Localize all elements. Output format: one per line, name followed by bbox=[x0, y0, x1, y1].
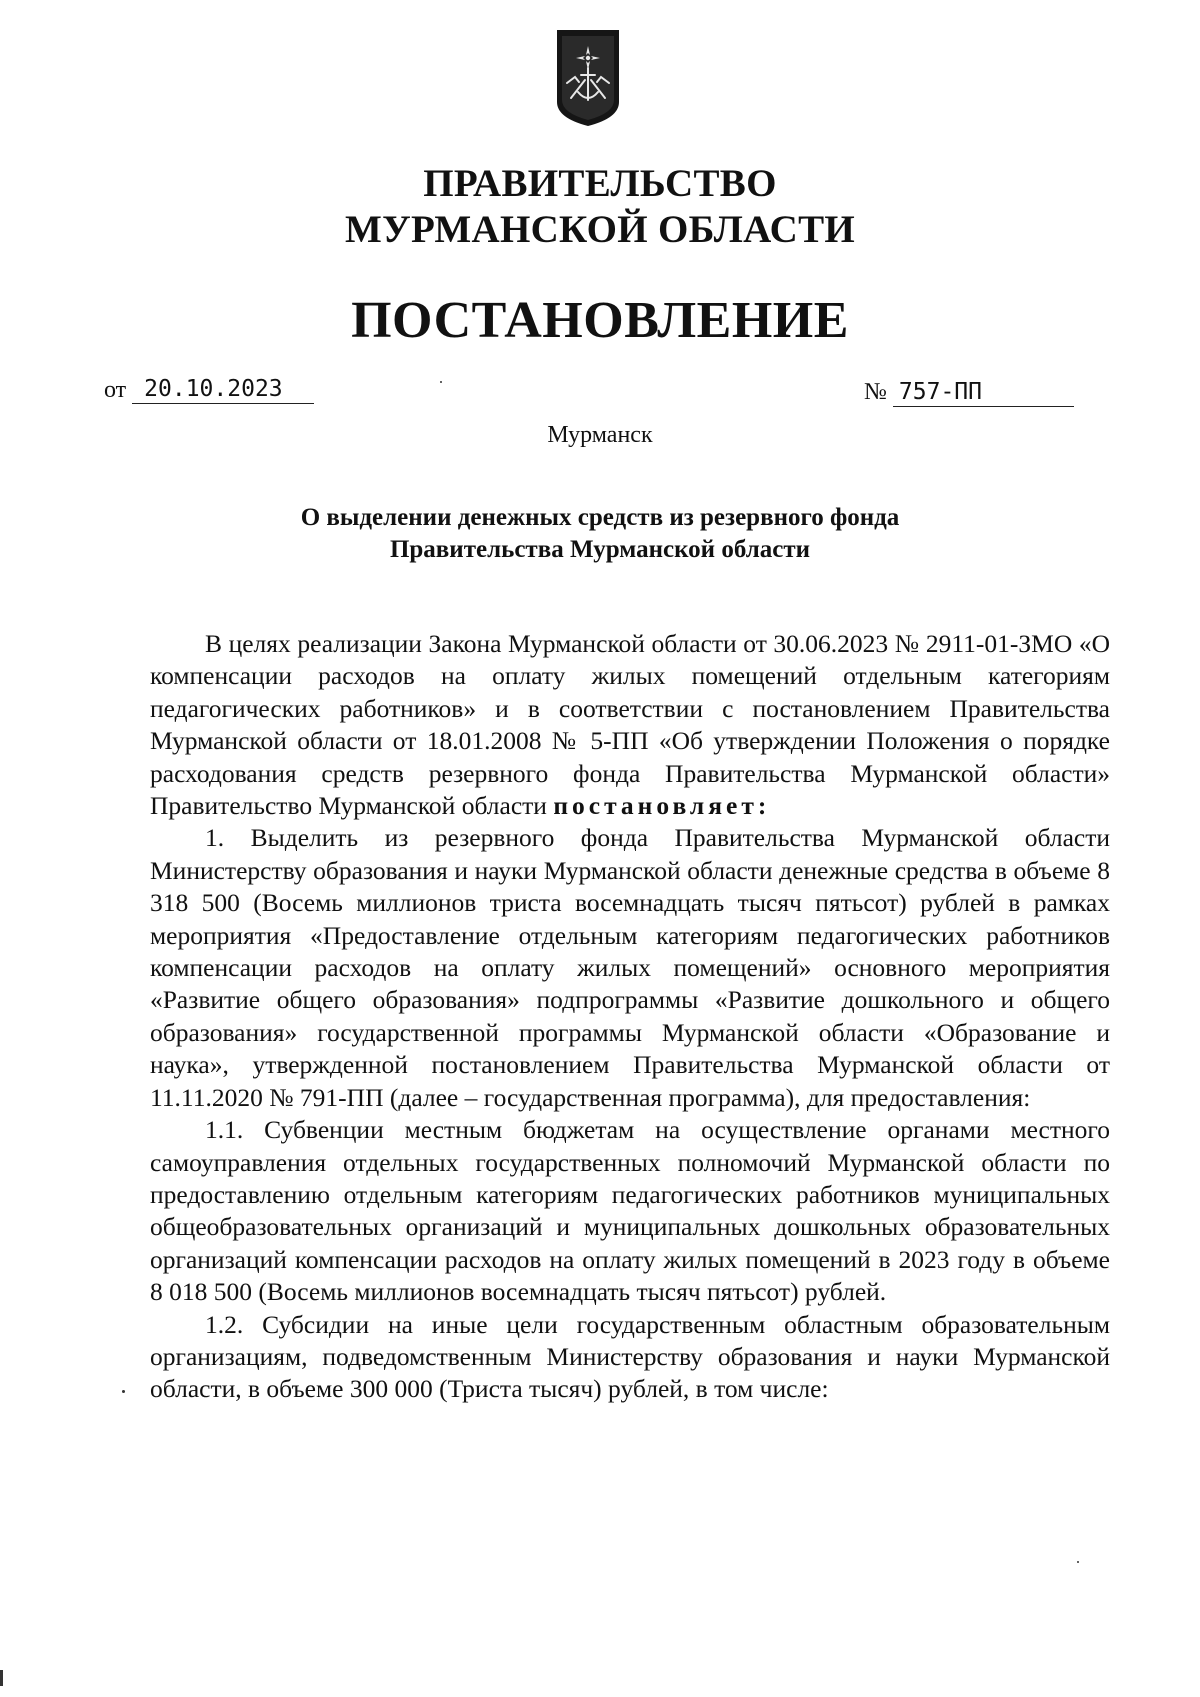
date-prefix: от bbox=[104, 377, 127, 403]
government-title-line1: ПРАВИТЕЛЬСТВО bbox=[423, 162, 777, 205]
document-body bbox=[150, 628, 1110, 1406]
document-subject bbox=[0, 502, 1200, 566]
scan-speck bbox=[0, 1670, 3, 1686]
number-line bbox=[864, 378, 1074, 407]
document-date: 20.10.2023 bbox=[132, 375, 314, 404]
scan-speck bbox=[440, 381, 442, 383]
item-1-2-paragraph: 1.2. Субсидии на иные цели государственным областным образовательным организациям, подведомственным Министерству образования и науки Мурманской области, в объеме 300 000 (Триста тысяч) рублей, в том числе: bbox=[150, 1309, 1110, 1404]
date-line bbox=[104, 375, 314, 404]
number-prefix: № bbox=[864, 379, 887, 405]
preamble-paragraph bbox=[150, 628, 1110, 822]
government-title-line2: МУРМАНСКОЙ ОБЛАСТИ bbox=[344, 208, 856, 251]
item-1-1-paragraph: 1.1. Субвенции местным бюджетам на осуществление органами местного самоуправления отдельных государственных полномочий Мурманской области по предоставлению отдельным категориям педагогических работников муниципальных общеобразовательных организаций и муниципальных дошкольных образовательных организаций компенсации расходов на оплату жилых помещений в 2023 году в объеме 8 018 500 (Восемь миллионов восемнадцать тысяч пятьсот) рублей. bbox=[150, 1115, 1110, 1307]
document-type-title: ПОСТАНОВЛЕНИЕ bbox=[351, 292, 849, 349]
scan-speck bbox=[1077, 1561, 1079, 1563]
coat-of-arms-icon bbox=[555, 28, 621, 128]
subject-line1: О выделении денежных средств из резервного фонда bbox=[300, 504, 900, 531]
city-name: Мурманск bbox=[547, 422, 653, 448]
preamble-text: В целях реализации Закона Мурманской области от 30.06.2023 № 2911-01-ЗМО «О компенсации расходов на оплату жилых помещений отдельным категориям педагогических работников» и в соответствии с постановлением Правительства Мурманской области от 18.01.2008 № 5-ПП «Об утверждении Положения о порядке расходования средств резервного фонда Правительства Мурманской области» Правительство Мурманской области bbox=[150, 629, 1110, 821]
subject-line2: Правительства Мурманской области bbox=[389, 536, 811, 563]
scan-speck bbox=[122, 1390, 125, 1393]
document-number: 757-ПП bbox=[893, 378, 1074, 407]
resolves-word: постановляет: bbox=[553, 791, 771, 821]
item-1-paragraph: 1. Выделить из резервного фонда Правительства Мурманской области Министерству образования и науки Мурманской области денежные средства в объеме 8 318 500 (Восемь миллионов триста восемнадцать тысяч пятьсот) рублей в рамках мероприятия «Предоставление отдельным категориям педагогических работников компенсации расходов на оплату жилых помещений» основного мероприятия «Развитие общего образования» подпрограммы «Развитие дошкольного и общего образования» государственной программы Мурманской области «Образование и наука», утвержденной постановлением Правительства Мурманской области от 11.11.2020 № 791-ПП (далее – государственная программа), для предоставления: bbox=[150, 823, 1110, 1112]
